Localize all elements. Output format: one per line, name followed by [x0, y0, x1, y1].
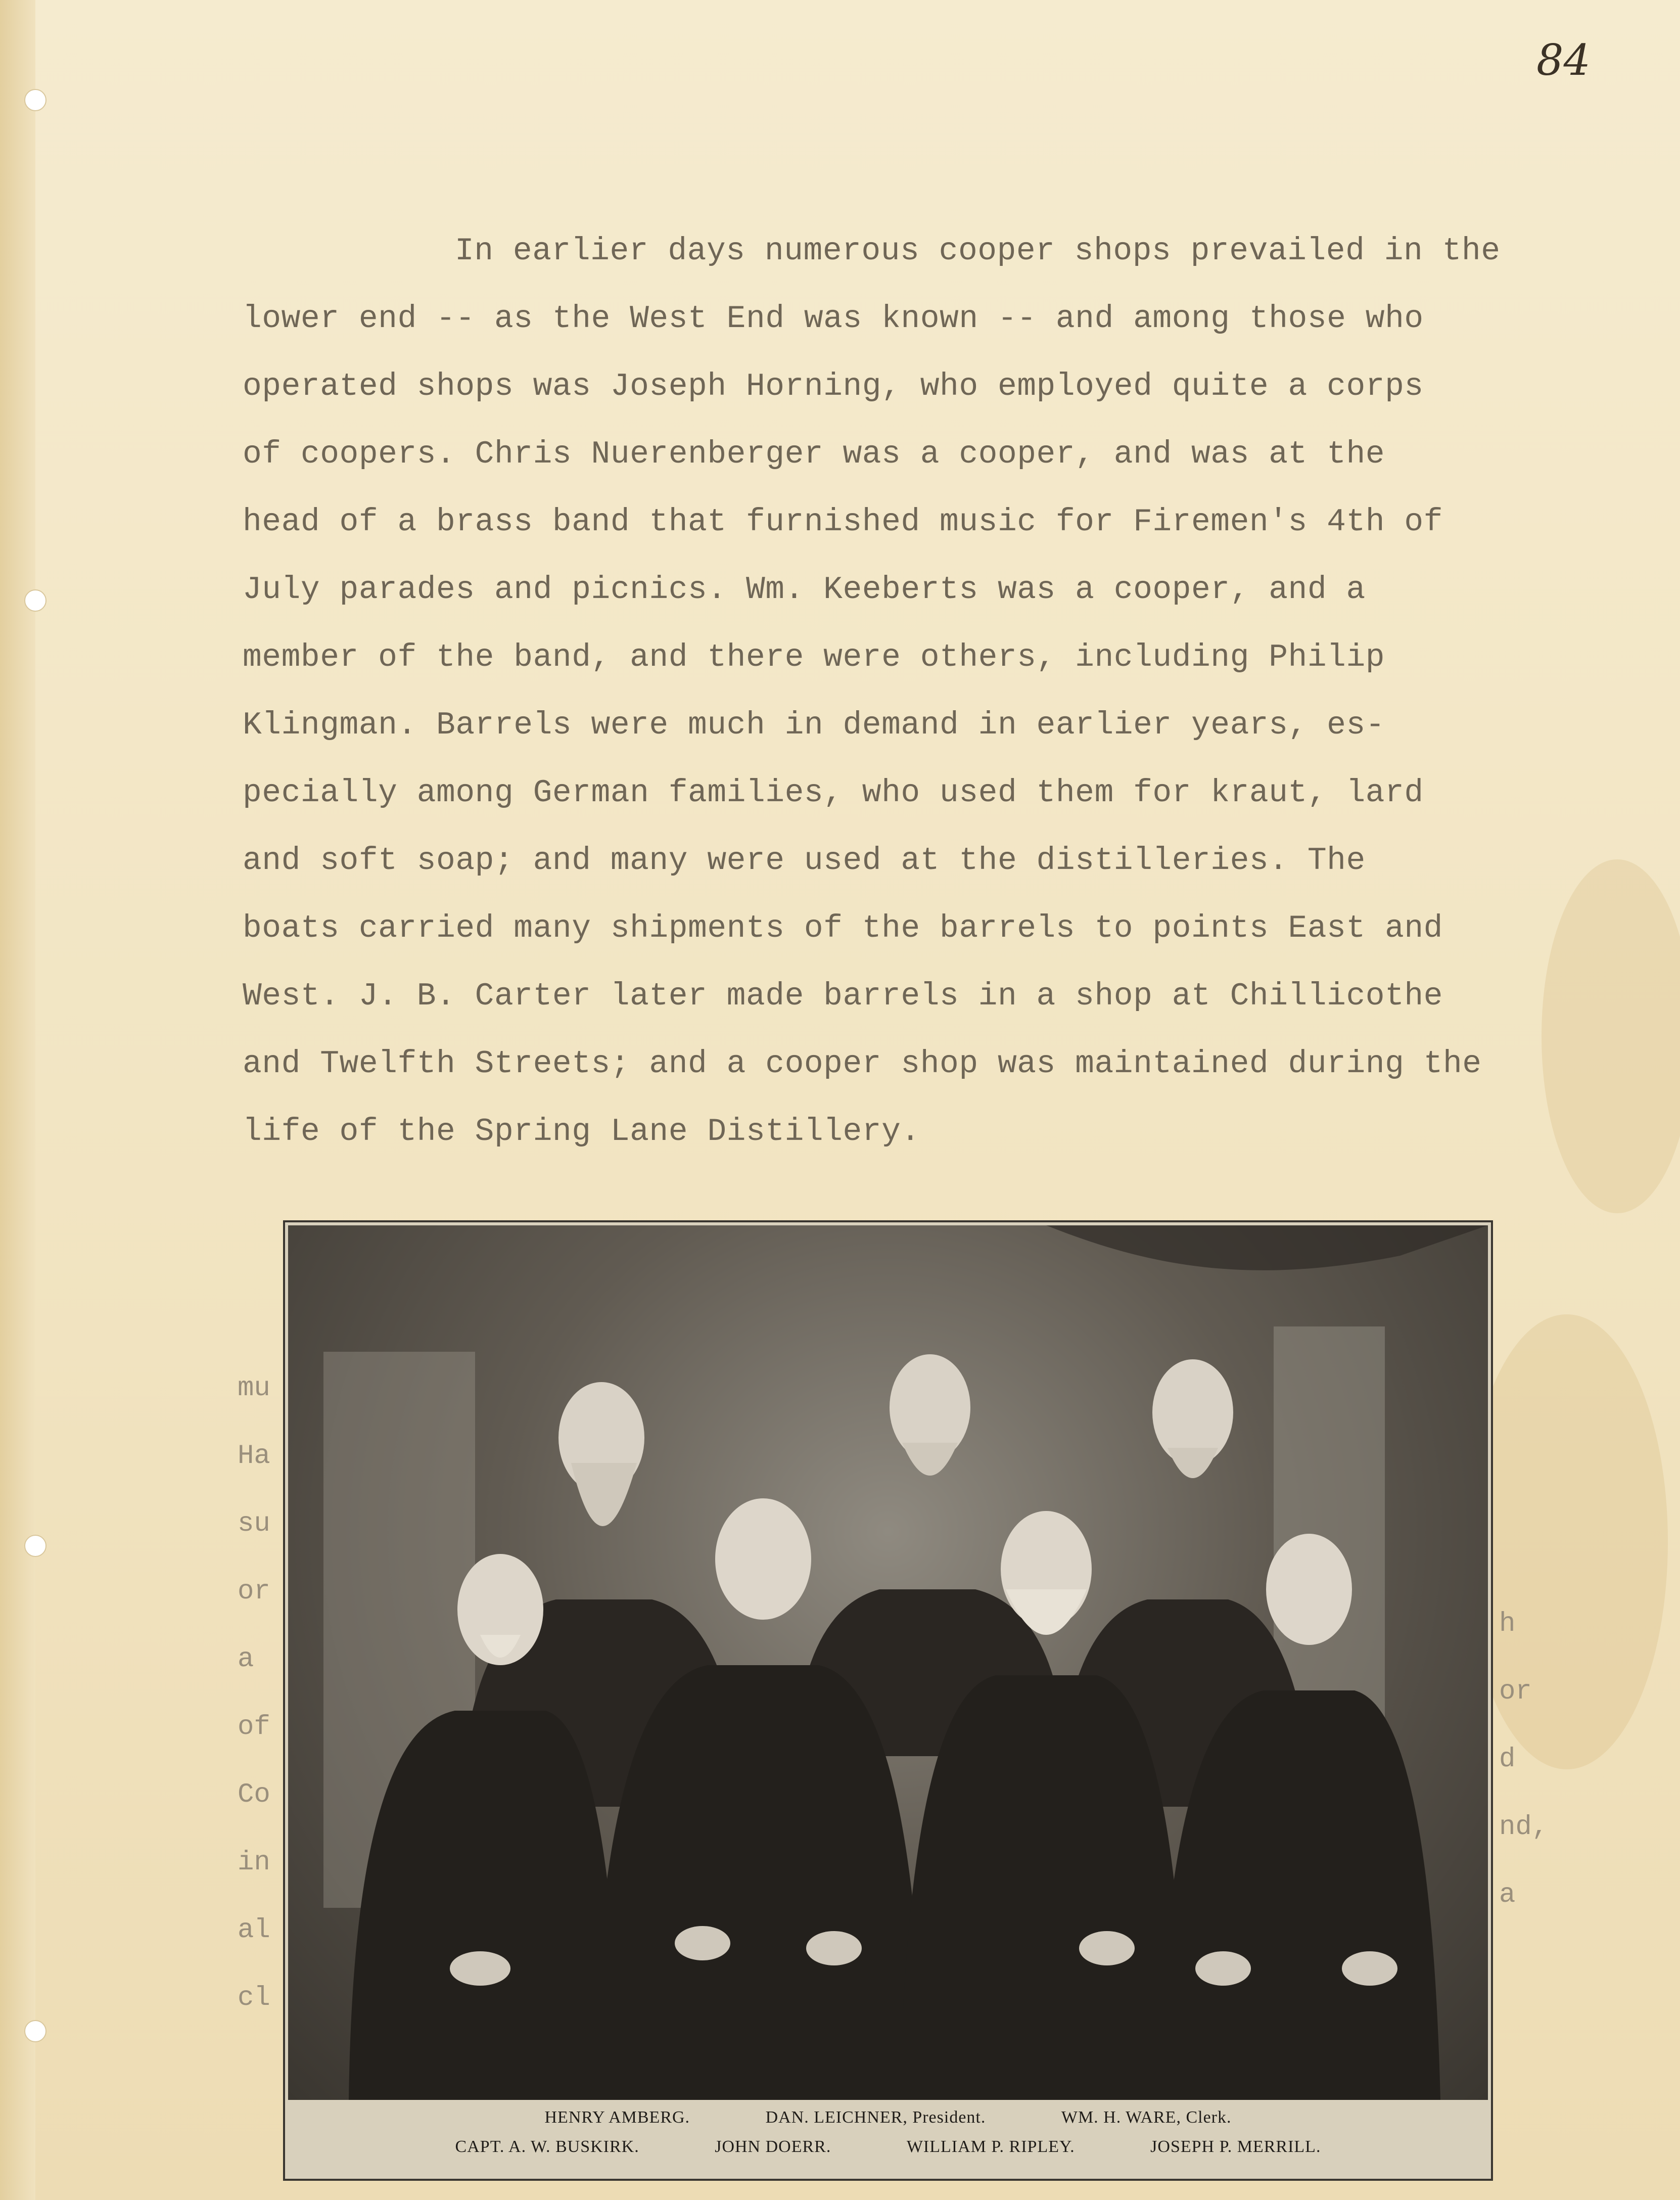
text-line: life of the Spring Lane Distillery. — [243, 1114, 920, 1150]
text-line: In earlier days numerous cooper shops prevailed in the — [455, 233, 1501, 269]
photo-image — [288, 1225, 1488, 2100]
text-line: West. J. B. Carter later made barrels in a shop at Chillicothe — [243, 978, 1443, 1014]
binder-hole — [24, 1535, 46, 1557]
photo-caption-row2 — [285, 2137, 1491, 2157]
text-line: operated shops was Joseph Horning, who employed quite a corps — [243, 369, 1424, 404]
caption-name: JOHN DOERR. — [715, 2137, 831, 2156]
text-line: lower end -- as the West End was known -- and among those who — [243, 301, 1424, 337]
bleed-fragment: a — [238, 1644, 254, 1675]
text-line: and Twelfth Streets; and a cooper shop was maintained during the — [243, 1046, 1482, 1082]
text-line: head of a brass band that furnished music for Firemen's 4th of — [243, 504, 1443, 540]
bleed-fragment: or — [238, 1576, 270, 1607]
bleed-fragment: cl — [238, 1983, 270, 2013]
bleed-fragment: h — [1499, 1609, 1516, 1639]
photo-caption-row1 — [285, 2108, 1491, 2127]
bleed-fragment: a — [1499, 1880, 1516, 1910]
bleed-fragment: Co — [238, 1779, 270, 1810]
bleed-fragment: su — [238, 1508, 270, 1539]
text-line: July parades and picnics. Wm. Keeberts was a cooper, and a — [243, 572, 1366, 608]
paper-stain — [1466, 1314, 1668, 1769]
text-line: boats carried many shipments of the barrels to points East and — [243, 910, 1443, 946]
bleed-fragment: nd, — [1499, 1812, 1549, 1843]
text-line: pecially among German families, who used them for kraut, lard — [243, 775, 1424, 811]
caption-name: DAN. LEICHNER, President. — [765, 2108, 986, 2127]
caption-name: JOSEPH P. MERRILL. — [1150, 2137, 1321, 2156]
bleed-through-right — [1499, 1590, 1548, 1929]
text-line: member of the band, and there were others, including Philip — [243, 639, 1385, 675]
binder-hole — [24, 2020, 46, 2042]
page-left-edge — [0, 0, 35, 2200]
bleed-through-left — [238, 1355, 270, 2032]
caption-name: WM. H. WARE, Clerk. — [1061, 2108, 1232, 2127]
binder-hole — [24, 589, 46, 612]
bleed-fragment: d — [1499, 1744, 1516, 1775]
caption-name: WILLIAM P. RIPLEY. — [906, 2137, 1075, 2156]
text-line: of coopers. Chris Nuerenberger was a cooper, and was at the — [243, 436, 1385, 472]
bleed-fragment: of — [238, 1712, 270, 1743]
bleed-fragment: Ha — [238, 1441, 270, 1472]
typed-paragraph — [243, 217, 1577, 1166]
text-line: Klingman. Barrels were much in demand in earlier years, es- — [243, 707, 1385, 743]
bleed-fragment: or — [1499, 1676, 1532, 1707]
page-number: 84 — [1536, 35, 1591, 85]
caption-name: HENRY AMBERG. — [544, 2108, 690, 2127]
binder-hole — [24, 89, 46, 111]
group-photograph — [283, 1220, 1493, 2181]
caption-name: CAPT. A. W. BUSKIRK. — [455, 2137, 639, 2156]
text-line: and soft soap; and many were used at the distilleries. The — [243, 843, 1366, 879]
photo-illustration — [288, 1225, 1488, 2100]
bleed-fragment: mu — [238, 1373, 270, 1404]
bleed-fragment: in — [238, 1847, 270, 1878]
bleed-fragment: al — [238, 1915, 270, 1946]
